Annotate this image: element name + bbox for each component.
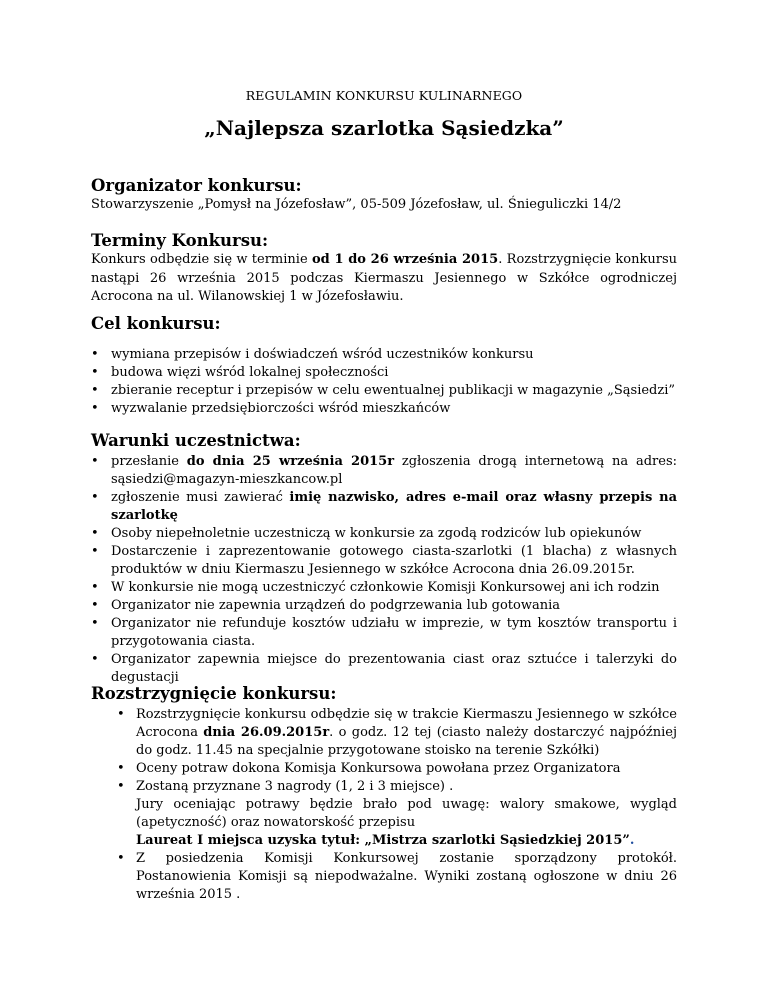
list-item: • Z posiedzenia Komisji Konkursowej zostanie sporządzony protokół. Postanowienia Komisji są niepodważalne. Wyniki zostaną ogłoszone w dniu 26 września 2015 . xyxy=(117,850,677,904)
list-item: • Organizator nie zapewnia urządzeń do podgrzewania lub gotowania xyxy=(91,597,677,615)
list-item: • wymiana przepisów i doświadczeń wśród uczestników konkursu xyxy=(91,346,677,364)
conditions-section xyxy=(91,431,677,687)
list-item: • wyzwalanie przedsiębiorczości wśród mieszkańców xyxy=(91,400,677,418)
resolution-heading: Rozstrzygnięcie konkursu: xyxy=(91,684,337,703)
list-item: • Rozstrzygnięcie konkursu odbędzie się w trakcie Kiermaszu Jesiennego w szkółce Acrocona dnia 26.09.2015r. o godz. 12 tej (ciasto należy dostarczyć najpóźniej do godz. 11.45 na specjalnie przygotowane stoisko na terenie Szkółki) xyxy=(117,706,677,760)
list-item: • Osoby niepełnoletnie uczestniczą w konkursie za zgodą rodziców lub opiekunów xyxy=(91,525,677,543)
list-item: • Zostaną przyznane 3 nagrody (1, 2 i 3 miejsce) . Jury oceniając potrawy będzie brało pod uwagę: walory smakowe, wygląd (apetyczność) oraz nowatorskość przepisu Laureat I miejsca uzyska tytuł: „Mistrza szarlotki Sąsiedzkiej 2015”. xyxy=(117,778,677,850)
resolution-section xyxy=(91,684,677,904)
list-item: • Dostarczenie i zaprezentowanie gotowego ciasta-szarlotki (1 blacha) z własnych produktów w dniu Kiermaszu Jesiennego w szkółce Acrocona dnia 26.09.2015r. xyxy=(91,543,677,579)
organizer-section xyxy=(91,176,677,215)
terms-text: Konkurs odbędzie się w terminie od 1 do 26 września 2015. Rozstrzygnięcie konkursu nastąpi 26 września 2015 podczas Kiermaszu Jesiennego w Szkółce ogrodniczej Acrocona na ul. Wilanowskiej 1 w Józefosławiu. xyxy=(91,252,677,304)
organizer-heading: Organizator konkursu: xyxy=(91,176,302,195)
regulation-kicker: REGULAMIN KONKURSU KULINARNEGO xyxy=(245,88,523,103)
goals-heading: Cel konkursu: xyxy=(91,314,221,333)
list-item: • Oceny potraw dokona Komisja Konkursowa powołana przez Organizatora xyxy=(117,760,677,778)
contest-title: „Najlepsza szarlotka Sąsiedzka” xyxy=(204,116,564,140)
resolution-list xyxy=(117,706,677,904)
terms-section xyxy=(91,231,677,307)
conditions-heading: Warunki uczestnictwa: xyxy=(91,431,301,450)
list-item: • przesłanie do dnia 25 września 2015r zgłoszenia drogą internetową na adres: sąsiedzi@magazyn-mieszkancow.pl xyxy=(91,453,677,489)
list-item: • Organizator nie refunduje kosztów udziału w imprezie, w tym kosztów transportu i przygotowania ciasta. xyxy=(91,615,677,651)
goals-section xyxy=(91,314,677,418)
terms-heading: Terminy Konkursu: xyxy=(91,231,269,250)
jury-criteria: Jury oceniając potrawy będzie brało pod uwagę: walory smakowe, wygląd (apetyczność) oraz nowatorskość przepisu xyxy=(136,797,677,830)
laureate-title: Laureat I miejsca uzyska tytuł: „Mistrza szarlotki Sąsiedzkiej 2015”. xyxy=(136,833,635,848)
goals-list xyxy=(91,346,677,418)
list-item: • Organizator zapewnia miejsce do prezentowania ciast oraz sztućce i talerzyki do degustacji xyxy=(91,651,677,687)
list-item: • W konkursie nie mogą uczestniczyć członkowie Komisji Konkursowej ani ich rodzin xyxy=(91,579,677,597)
organizer-text: Stowarzyszenie „Pomysł na Józefosław”, 05-509 Józefosław, ul. Śnieguliczki 14/2 xyxy=(91,197,622,212)
list-item: • budowa więzi wśród lokalnej społeczności xyxy=(91,364,677,382)
list-item: • zbieranie receptur i przepisów w celu ewentualnej publikacji w magazynie „Sąsiedzi” xyxy=(91,382,677,400)
conditions-list xyxy=(91,453,677,687)
list-item: • zgłoszenie musi zawierać imię nazwisko, adres e-mail oraz własny przepis na szarlotkę xyxy=(91,489,677,525)
